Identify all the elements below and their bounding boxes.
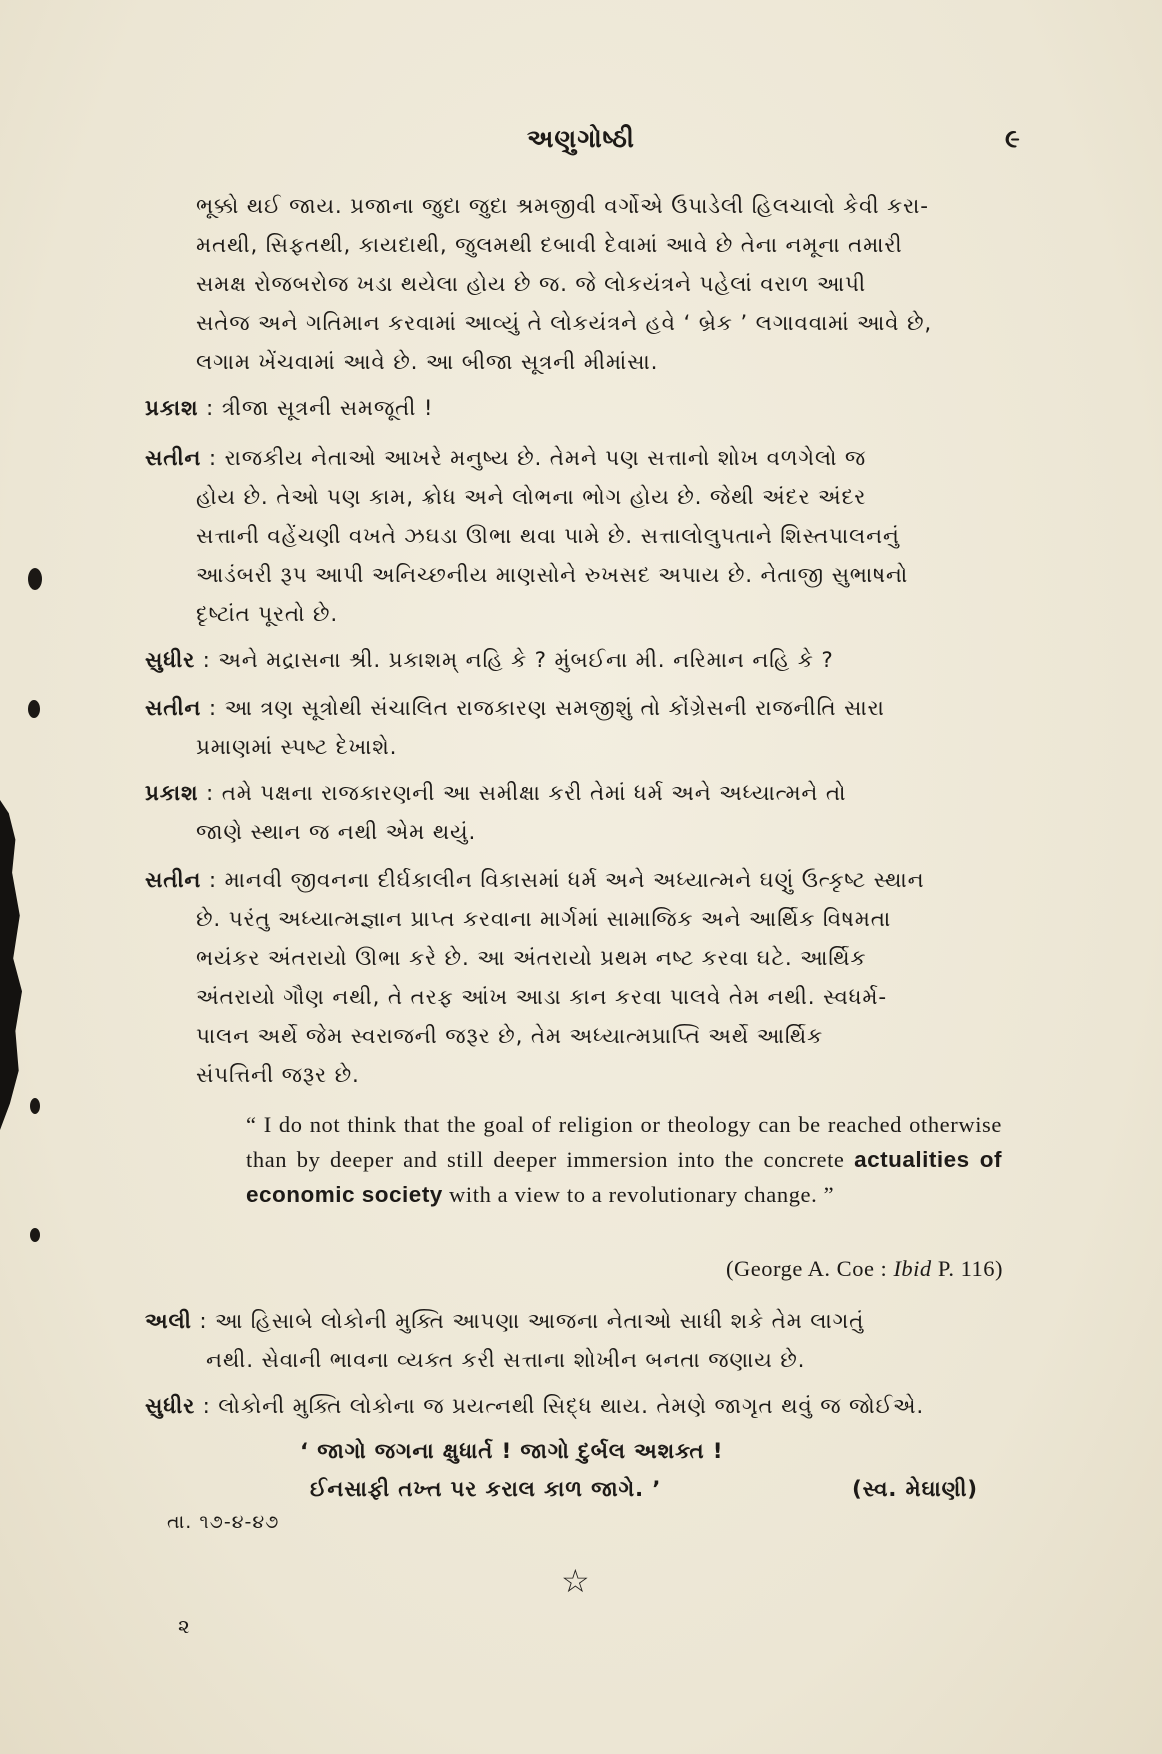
star-ornament: ☆: [561, 1562, 590, 1600]
date: તા. ૧૭-૪-૪૭: [167, 1511, 280, 1533]
binding-hole: [28, 700, 40, 718]
dialogue-line: સતીન : રાજકીય નેતાઓ આખરે મનુષ્ય છે. તેમને પણ સત્તાનો શોખ વળગેલો જ: [145, 446, 867, 471]
page-number: ૯: [1005, 124, 1020, 153]
dialogue-text: તમે પક્ષના રાજકારણની આ સમીક્ષા કરી તેમાં ધર્મ અને અધ્યાત્મને તો: [221, 781, 847, 806]
torn-edge: [0, 800, 22, 1130]
poem-line: ઈનસાફી તખ્ત પર કરાલ કાળ જાગે. ’: [310, 1477, 662, 1502]
dialogue-text: અને મદ્રાસના શ્રી. પ્રકાશમ્ નહિ કે ? મુંબઈના મી. નરિમાન નહિ કે ?: [218, 648, 834, 673]
dialogue-line: સુધીર : લોકોની મુક્તિ લોકોના જ પ્રયત્નથી સિદ્ધ થાય. તેમણે જાગૃત થવું જ જોઈએ.: [145, 1394, 925, 1419]
speaker-name: સુધીર: [145, 648, 195, 673]
speaker-name: સતીન: [145, 446, 202, 471]
quote-citation: [643, 1256, 1003, 1282]
dialogue-text: આ હિસાબે લોકોની મુક્તિ આપણા આજના નેતાઓ સાધી શકે તેમ લાગતું: [215, 1309, 865, 1334]
paragraph-line: સમક્ષ રોજબરોજ ખડા થયેલા હોય છે જ. જે લોકયંત્રને પહેલાં વરાળ આપી: [196, 272, 866, 297]
citation-ibid: Ibid: [893, 1256, 932, 1281]
binding-hole: [30, 1228, 40, 1242]
speaker-name: અલી: [145, 1309, 192, 1334]
dialogue-text: છે. પરંતુ અધ્યાત્મજ્ઞાન પ્રાપ્ત કરવાના માર્ગમાં સામાજિક અને આર્થિક વિષમતા: [196, 907, 892, 932]
dialogue-text: સંપત્તિની જરૂર છે.: [196, 1063, 360, 1088]
dialogue-line: અલી : આ હિસાબે લોકોની મુક્તિ આપણા આજના નેતાઓ સાધી શકે તેમ લાગતું: [145, 1309, 865, 1334]
speaker-name: સતીન: [145, 696, 202, 721]
quote-emphasis: actualities of economic society: [246, 1147, 1003, 1207]
dialogue-line: સતીન : માનવી જીવનના દીર્ઘકાલીન વિકાસમાં ધર્મ અને અધ્યાત્મને ઘણું ઉત્કૃષ્ટ સ્થાન: [145, 868, 925, 893]
dialogue-line: સતીન : આ ત્રણ સૂત્રોથી સંચાલિત રાજકારણ સમજીશું તો કોંગ્રેસની રાજનીતિ સારા: [145, 696, 885, 721]
signature-mark: ૨: [178, 1614, 190, 1638]
speaker-name: પ્રકાશ: [145, 396, 199, 421]
binding-hole: [30, 1098, 40, 1114]
running-header-title: અણુગોષ્ઠી: [527, 124, 635, 153]
dialogue-text: નથી. સેવાની ભાવના વ્યક્ત કરી સત્તાના શોખીન બનતા જણાય છે.: [206, 1348, 806, 1373]
binding-hole: [28, 568, 42, 590]
dialogue-text: ત્રીજા સૂત્રની સમજૂતી !: [221, 396, 434, 421]
dialogue-text: દૃષ્ટાંત પૂરતો છે.: [196, 602, 338, 627]
dialogue-text: પાલન અર્થે જેમ સ્વરાજની જરૂર છે, તેમ અધ્યાત્મપ્રાપ્તિ અર્થે આર્થિક: [196, 1024, 823, 1049]
citation-page: P. 116): [931, 1256, 1003, 1281]
paragraph-line: લગામ ખેંચવામાં આવે છે. આ બીજા સૂત્રની મીમાંસા.: [196, 350, 659, 375]
speaker-name: પ્રકાશ: [145, 781, 199, 806]
poem-line: ‘ જાગો જગના ક્ષુધાર્ત ! જાગો દુર્બલ અશક્ત !: [300, 1439, 724, 1464]
dialogue-text: આડંબરી રૂપ આપી અનિચ્છનીય માણસોને રુખસદ અપાય છે. નેતાજી સુભાષનો: [196, 563, 909, 588]
dialogue-line: પ્રકાશ : ત્રીજા સૂત્રની સમજૂતી !: [145, 396, 434, 421]
quote-text: with a view to a revolutionary change. ”: [442, 1182, 835, 1207]
dialogue-text: જાણે સ્થાન જ નથી એમ થયું.: [196, 820, 477, 845]
speaker-name: સતીન: [145, 868, 202, 893]
dialogue-text: અંતરાયો ગૌણ નથી, તે તરફ આંખ આડા કાન કરવા પાલવે તેમ નથી. સ્વધર્મ-: [196, 985, 887, 1010]
dialogue-text: સત્તાની વહેંચણી વખતે ઝઘડા ઊભા થવા પામે છે. સત્તાલોલુપતાને શિસ્તપાલનનું: [196, 524, 900, 549]
paragraph-line: ભૂક્કો થઈ જાય. પ્રજાના જુદા જુદા શ્રમજીવી વર્ગોએ ઉપાડેલી હિલચાલો કેવી કરા-: [196, 194, 929, 219]
dialogue-line: સુધીર : અને મદ્રાસના શ્રી. પ્રકાશમ્ નહિ કે ? મુંબઈના મી. નરિમાન નહિ કે ?: [145, 648, 834, 673]
dialogue-text: લોકોની મુક્તિ લોકોના જ પ્રયત્નથી સિદ્ધ થાય. તેમણે જાગૃત થવું જ જોઈએ.: [218, 1394, 925, 1419]
quote-text: “ I do not think that the goal of religion or theology can be reached otherwise than by deeper and still deeper immersion into the concrete: [246, 1112, 1002, 1172]
dialogue-text: હોય છે. તેઓ પણ કામ, ક્રોધ અને લોભના ભોગ હોય છે. જેથી અંદર અંદર: [196, 485, 867, 510]
paragraph-line: સતેજ અને ગતિમાન કરવામાં આવ્યું તે લોકયંત્રને હવે ‘ બ્રેક ’ લગાવવામાં આવે છે,: [196, 311, 933, 336]
dialogue-text: માનવી જીવનના દીર્ઘકાલીન વિકાસમાં ધર્મ અને અધ્યાત્મને ઘણું ઉત્કૃષ્ટ સ્થાન: [224, 868, 925, 893]
speaker-name: સુધીર: [145, 1394, 195, 1419]
dialogue-text: પ્રમાણમાં સ્પષ્ટ દેખાશે.: [196, 735, 398, 760]
dialogue-text: આ ત્રણ સૂત્રોથી સંચાલિત રાજકારણ સમજીશું તો કોંગ્રેસની રાજનીતિ સારા: [224, 696, 885, 721]
dialogue-line: પ્રકાશ : તમે પક્ષના રાજકારણની આ સમીક્ષા કરી તેમાં ધર્મ અને અધ્યાત્મને તો: [145, 781, 847, 806]
citation-author: (George A. Coe :: [726, 1256, 894, 1281]
poem-attribution: (સ્વ. મેઘાણી): [852, 1477, 978, 1502]
dialogue-text: રાજકીય નેતાઓ આખરે મનુષ્ય છે. તેમને પણ સત્તાનો શોખ વળગેલો જ: [224, 446, 867, 471]
english-quote: [246, 1107, 1002, 1212]
paragraph-line: મતથી, સિફતથી, કાયદાથી, જુલમથી દબાવી દેવામાં આવે છે તેના નમૂના તમારી: [196, 233, 903, 258]
dialogue-text: ભયંકર અંતરાયો ઊભા કરે છે. આ અંતરાયો પ્રથમ નષ્ટ કરવા ઘટે. આર્થિક: [196, 946, 867, 971]
